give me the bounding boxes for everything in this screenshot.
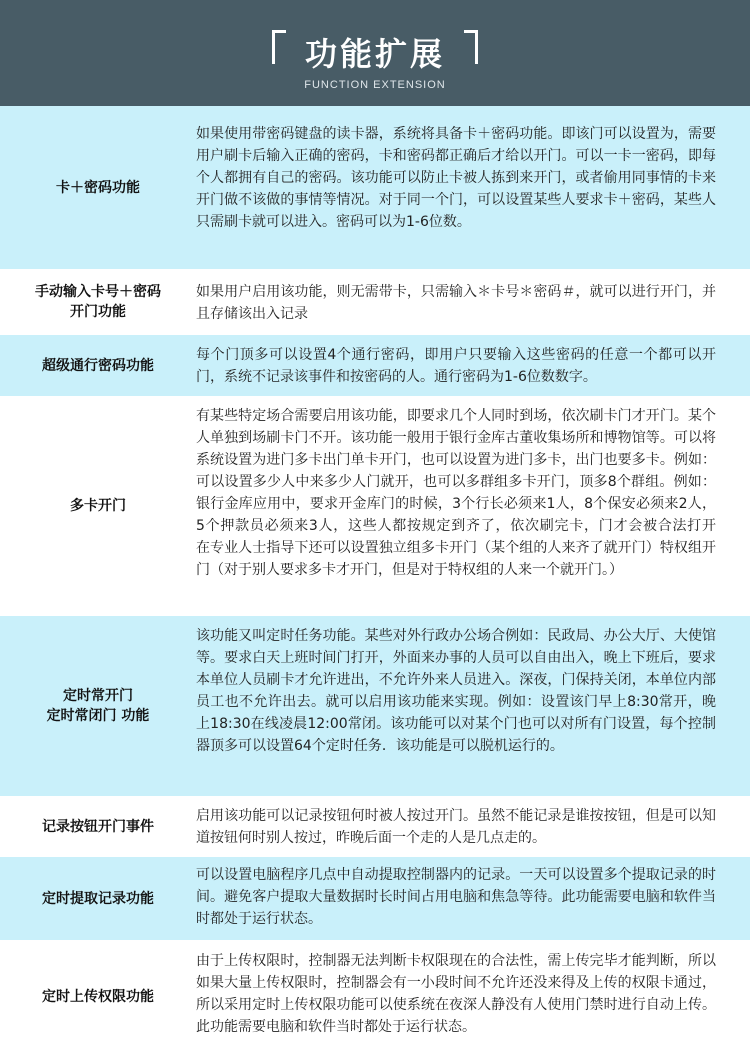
feature-row-multi-card	[0, 396, 750, 616]
feature-description: 由于上传权限时，控制器无法判断卡权限现在的合法性，需上传完毕才能判断，所以如果大量上传权限时，控制器会有一小段时间不允许还没来得及上传的权限卡通过，所以采用定时上传权限功能可以使系统在夜深人静没有人使用门禁时进行自动上传。此功能需要电脑和软件当时都处于运行状态。	[196, 953, 716, 1035]
feature-description: 如果用户启用该功能，则无需带卡，只需输入＊卡号＊密码＃，就可以进行开门，并且存储该出入记录	[196, 284, 716, 322]
feature-row-timed-open-close	[0, 616, 750, 796]
feature-description: 启用该功能可以记录按钮何时被人按过开门。虽然不能记录是谁按按钮，但是可以知道按钮何时别人按过，昨晚后面一个走的人是几点走的。	[196, 808, 716, 846]
feature-description: 可以设置电脑程序几点中自动提取控制器内的记录。一天可以设置多个提取记录的时间。避免客户提取大量数据时长时间占用电脑和焦急等待。此功能需要电脑和软件当时都处于运行状态。	[196, 867, 716, 927]
feature-label: 定时提取记录功能	[42, 890, 154, 907]
feature-row-card-password	[0, 106, 750, 269]
feature-row-button-events	[0, 796, 750, 857]
feature-row-manual-card-password	[0, 269, 750, 335]
feature-row-super-password	[0, 335, 750, 396]
feature-description: 有某些特定场合需要启用该功能，即要求几个人同时到场，依次刷卡门才开门。某个人单独到场刷卡门不开。该功能一般用于银行金库古董收集场所和博物馆等。可以将系统设置为进门多卡出门单卡开门，也可以设置为进门多卡，出门也要多卡。例如：可以设置多少人中来多少人门就开，也可以多群组多卡开门，顶多8个群组。例如：银行金库应用中，要求开金库门的时候，3个行长必须来1人，8个保安必须来2人，5个押款员必须来3人，这些人都按规定到齐了，依次刷完卡，门才会被合法打开 在专业人士指导下还可以设置独立组多卡开门（某个组的人来齐了就开门）特权组开门（对于别人要求多卡才开门，但是对于特权组的人来一个就开门。）	[196, 408, 730, 578]
feature-description: 每个门顶多可以设置4个通行密码，即用户只要输入这些密码的任意一个都可以开门，系统不记录该事件和按密码的人。通行密码为1-6位数数字。	[196, 347, 716, 385]
feature-label: 记录按钮开门事件	[42, 818, 154, 835]
feature-label: 多卡开门	[70, 498, 126, 514]
page-title: 功能扩展	[304, 35, 445, 73]
feature-description: 如果使用带密码键盘的读卡器，系统将具备卡＋密码功能。即该门可以设置为，需要用户刷卡后输入正确的密码，卡和密码都正确后才给以开门。可以一卡一密码，即每个人都拥有自己的密码。该功能可以防止卡被人拣到来开门，或者偷用同事情的卡来开门做不该做的事情等情况。对于同一个门，可以设置某些人要求卡＋密码，某些人只需刷卡就可以进入。密码可以为1-6位数。	[196, 126, 716, 230]
feature-label: 超级通行密码功能	[42, 357, 154, 374]
feature-description: 该功能又叫定时任务功能。某些对外行政办公场合例如：民政局、办公大厅、大使馆等。要求白天上班时间门打开，外面来办事的人员可以自由出入，晚上下班后，要求本单位人员刷卡才允许进出，不允许外来人员进入。深夜，门保持关闭，本单位内部员工也不允许出去。就可以启用该功能来实现。例如：设置该门早上8:30常开，晚上18:30在线凌晨12:00常闭。该功能可以对某个门也可以对所有门设置，每个控制器顶多可以设置64个定时任务．该功能是可以脱机运行的。	[196, 628, 716, 754]
feature-label: 手动输入卡号＋密码 开门功能	[35, 284, 161, 320]
feature-row-timed-record-fetch	[0, 857, 750, 940]
page-header	[0, 0, 750, 106]
feature-row-timed-permission-upload	[0, 940, 750, 1053]
feature-label: 定时上传权限功能	[42, 988, 154, 1005]
feature-label: 卡＋密码功能	[56, 179, 140, 196]
feature-label: 定时常开门 定时常闭门 功能	[46, 688, 150, 724]
page-subtitle: FUNCTION EXTENSION	[304, 79, 446, 91]
